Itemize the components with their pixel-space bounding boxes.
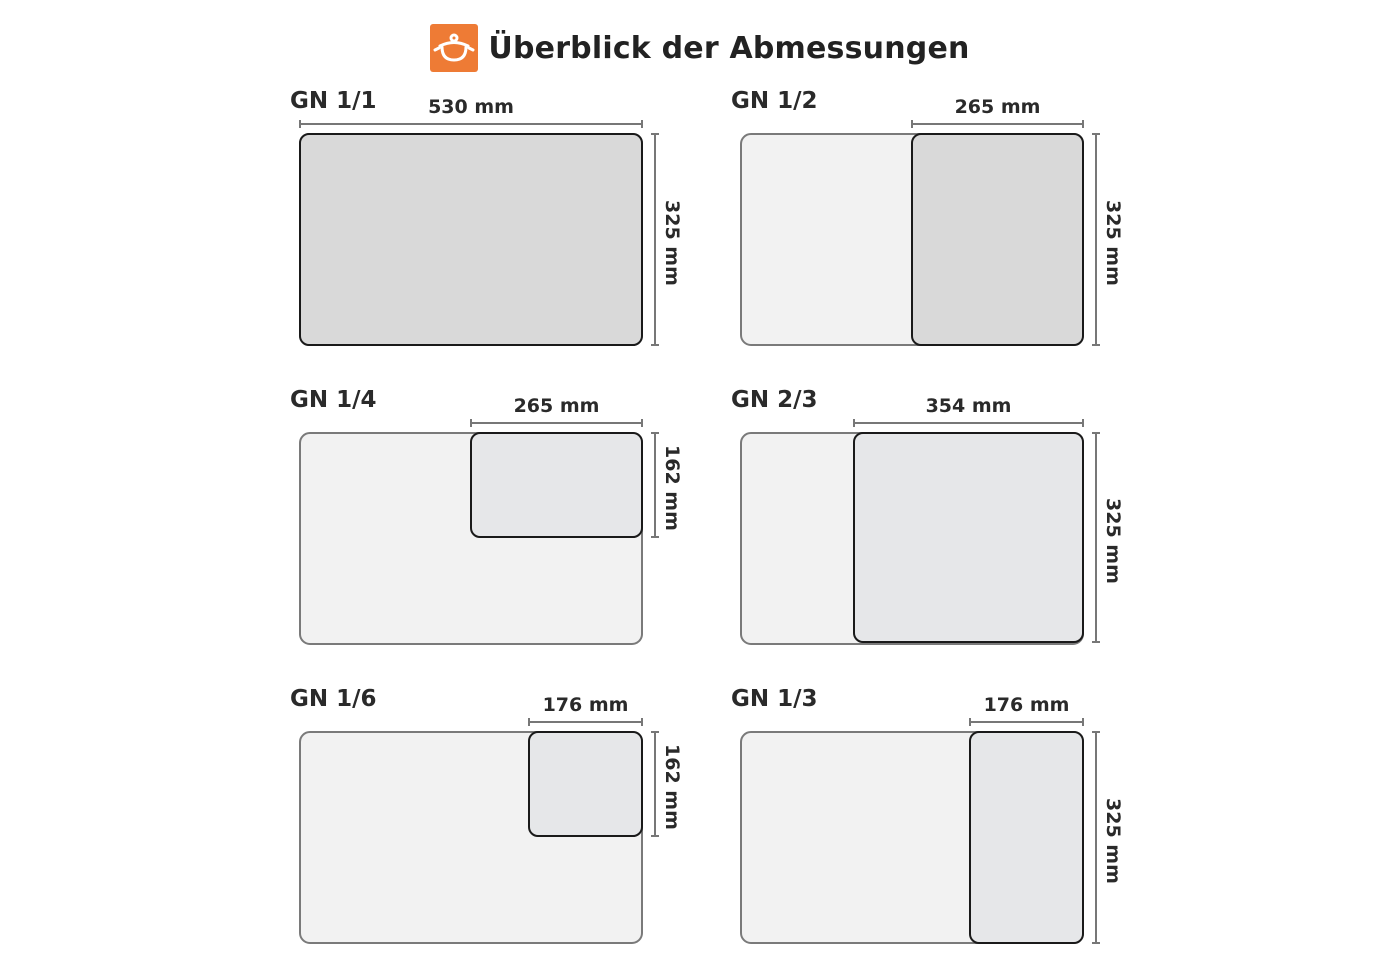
dimension-line xyxy=(911,123,1084,125)
height-label: 325 mm xyxy=(661,199,683,286)
pan-size-rect xyxy=(528,731,643,837)
height-dimension-line xyxy=(1092,432,1100,643)
dimension-tick xyxy=(641,718,643,726)
width-dimension-line xyxy=(528,718,643,726)
height-dimension-line xyxy=(1092,133,1100,346)
pan-size-rect xyxy=(969,731,1084,944)
height-dimension-line xyxy=(651,731,659,837)
gn-panel xyxy=(731,686,1171,976)
header xyxy=(0,22,1400,74)
gn-panel xyxy=(731,387,1171,677)
logo xyxy=(430,24,478,72)
dimension-tick xyxy=(1092,133,1100,135)
height-dimension-line xyxy=(651,432,659,538)
dimension-tick xyxy=(651,133,659,135)
height-label: 325 mm xyxy=(1102,199,1124,286)
dimension-tick xyxy=(1082,718,1084,726)
dimension-tick xyxy=(470,419,472,427)
dimension-tick xyxy=(651,536,659,538)
panel-title: GN 1/1 xyxy=(290,88,377,114)
width-label: 176 mm xyxy=(542,694,629,716)
dimension-tick xyxy=(1092,641,1100,643)
dimension-tick xyxy=(528,718,530,726)
height-label: 325 mm xyxy=(1102,797,1124,884)
panel-title: GN 1/4 xyxy=(290,387,377,413)
dimension-tick xyxy=(651,731,659,733)
height-label: 162 mm xyxy=(661,445,683,531)
dimension-line xyxy=(1095,133,1097,346)
page-title: Überblick der Abmessungen xyxy=(488,30,970,66)
dimension-tick xyxy=(1092,432,1100,434)
dimension-tick xyxy=(641,120,643,128)
dimension-line xyxy=(654,731,656,837)
dimension-line xyxy=(969,721,1084,723)
dimension-tick xyxy=(969,718,971,726)
pan-size-rect xyxy=(299,133,643,346)
width-label: 176 mm xyxy=(983,694,1070,716)
height-label: 325 mm xyxy=(1102,497,1124,584)
dimension-tick xyxy=(1092,942,1100,944)
dimension-line xyxy=(470,422,643,424)
width-dimension-line xyxy=(470,419,643,427)
dimension-line xyxy=(528,721,643,723)
dimension-line xyxy=(853,422,1084,424)
width-dimension-line xyxy=(969,718,1084,726)
panel-title: GN 1/2 xyxy=(731,88,818,114)
panel-title: GN 1/6 xyxy=(290,686,377,712)
pan-size-rect xyxy=(853,432,1084,643)
width-label: 265 mm xyxy=(513,395,600,417)
width-label: 265 mm xyxy=(954,96,1041,118)
width-dimension-line xyxy=(911,120,1084,128)
pan-size-rect xyxy=(470,432,643,538)
dimension-tick xyxy=(651,835,659,837)
dimension-line xyxy=(1095,432,1097,643)
dimension-tick xyxy=(1082,419,1084,427)
width-label: 354 mm xyxy=(925,395,1012,417)
width-label: 530 mm xyxy=(428,96,514,118)
pot-icon xyxy=(430,24,478,72)
width-dimension-line xyxy=(853,419,1084,427)
dimension-line xyxy=(654,133,656,346)
dimension-line xyxy=(299,123,643,125)
width-dimension-line xyxy=(299,120,643,128)
panel-title: GN 2/3 xyxy=(731,387,818,413)
dimension-tick xyxy=(1082,120,1084,128)
dimension-tick xyxy=(299,120,301,128)
height-label: 162 mm xyxy=(661,744,683,830)
dimension-line xyxy=(1095,731,1097,944)
height-dimension-line xyxy=(651,133,659,346)
dimension-line xyxy=(654,432,656,538)
gn-panel xyxy=(290,88,730,378)
gn-panel xyxy=(731,88,1171,378)
pan-size-rect xyxy=(911,133,1084,346)
dimension-tick xyxy=(651,344,659,346)
panel-title: GN 1/3 xyxy=(731,686,818,712)
gn-panel xyxy=(290,686,730,976)
dimension-tick xyxy=(1092,344,1100,346)
dimension-tick xyxy=(1092,731,1100,733)
dimension-tick xyxy=(641,419,643,427)
dimension-tick xyxy=(651,432,659,434)
dimension-tick xyxy=(911,120,913,128)
height-dimension-line xyxy=(1092,731,1100,944)
dimension-tick xyxy=(853,419,855,427)
gn-panel xyxy=(290,387,730,677)
